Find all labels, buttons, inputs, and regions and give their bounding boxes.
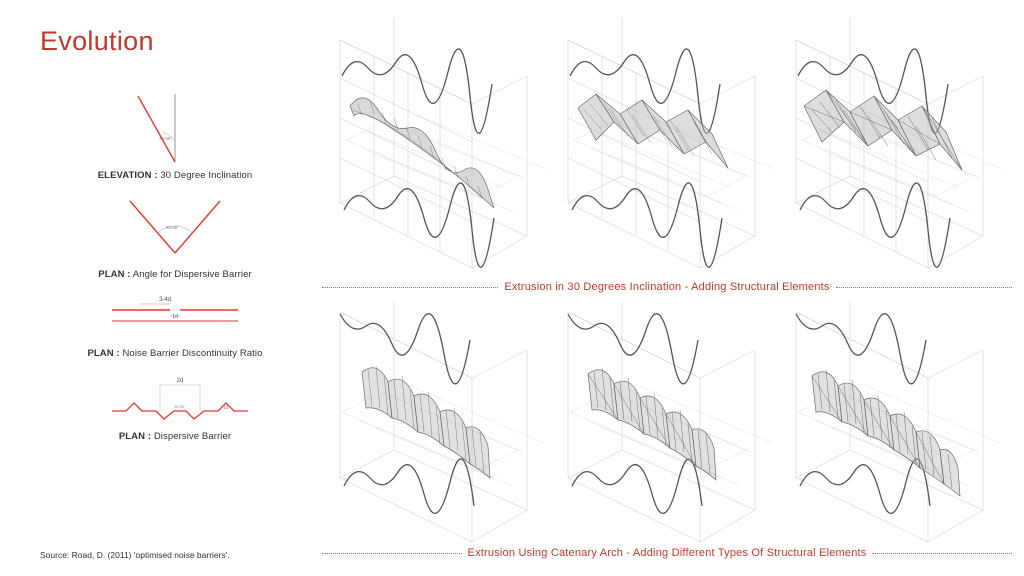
row-caption-30-degrees: [322, 281, 1012, 293]
discontinuity-top-label: 3-4d: [158, 297, 172, 303]
dispersive-angle-label: 90.00°: [174, 404, 186, 409]
row-caption-text: Extrusion in 30 Degrees Inclination - Adding Structural Elements: [504, 281, 830, 293]
render-catenary-stage-2: [550, 300, 775, 550]
discontinuity-bottom-label: 1d: [172, 314, 178, 320]
render-30deg-stage-1: [322, 18, 547, 268]
render-row-30-degrees: [322, 18, 1012, 268]
render-30deg-stage-3: [778, 18, 1003, 268]
render-row-catenary: [322, 300, 1012, 550]
row-caption-text: Extrusion Using Catenary Arch - Adding Different Types Of Structural Elements: [467, 547, 867, 559]
diagram-plan-angle-dispersive-barrier: [30, 189, 320, 280]
plan-dispersive-sketch: [30, 367, 320, 429]
render-catenary-stage-1: [322, 300, 547, 550]
plan-discontinuity-sketch: [30, 288, 320, 346]
elevation-angle-label: 30.00°: [159, 136, 173, 141]
dispersive-top-label: 2d: [176, 378, 184, 384]
diagram-plan-discontinuity-ratio: [30, 288, 320, 359]
caption-bold: PLAN :: [98, 269, 131, 280]
elevation-30-degree-caption: [30, 170, 320, 181]
dispersive-side-label: 1d: [223, 405, 229, 410]
caption-rest: Dispersive Barrier: [151, 431, 232, 442]
diagram-elevation-30-degree: [30, 90, 320, 181]
page-title: Evolution: [40, 26, 154, 56]
plan-discontinuity-caption: [30, 348, 320, 359]
diagram-plan-dispersive-barrier: [30, 367, 320, 442]
row-caption-catenary: [322, 547, 1012, 559]
caption-leader-left: [322, 553, 462, 554]
caption-leader-right: [872, 553, 1012, 554]
caption-rest: 30 Degree Inclination: [157, 170, 253, 181]
left-diagram-column: [30, 90, 320, 450]
caption-leader-left: [322, 287, 498, 288]
elevation-30-degree-sketch: [30, 90, 320, 168]
render-catenary-stage-3: [778, 300, 1003, 550]
caption-bold: PLAN :: [87, 348, 120, 359]
plan-angle-caption: [30, 269, 320, 280]
caption-bold: ELEVATION :: [97, 170, 158, 181]
source-note: Source: Road, D. (2011) 'optimised noise barriers'.: [40, 550, 230, 560]
render-30deg-stage-2: [550, 18, 775, 268]
caption-bold: PLAN :: [118, 431, 152, 442]
plan-angle-label: 90.00°: [166, 225, 180, 230]
plan-dispersive-caption: [30, 431, 320, 442]
caption-rest: Noise Barrier Discontinuity Ratio: [119, 348, 263, 359]
caption-rest: Angle for Dispersive Barrier: [130, 269, 252, 280]
plan-angle-sketch: [30, 189, 320, 267]
caption-leader-right: [836, 287, 1012, 288]
